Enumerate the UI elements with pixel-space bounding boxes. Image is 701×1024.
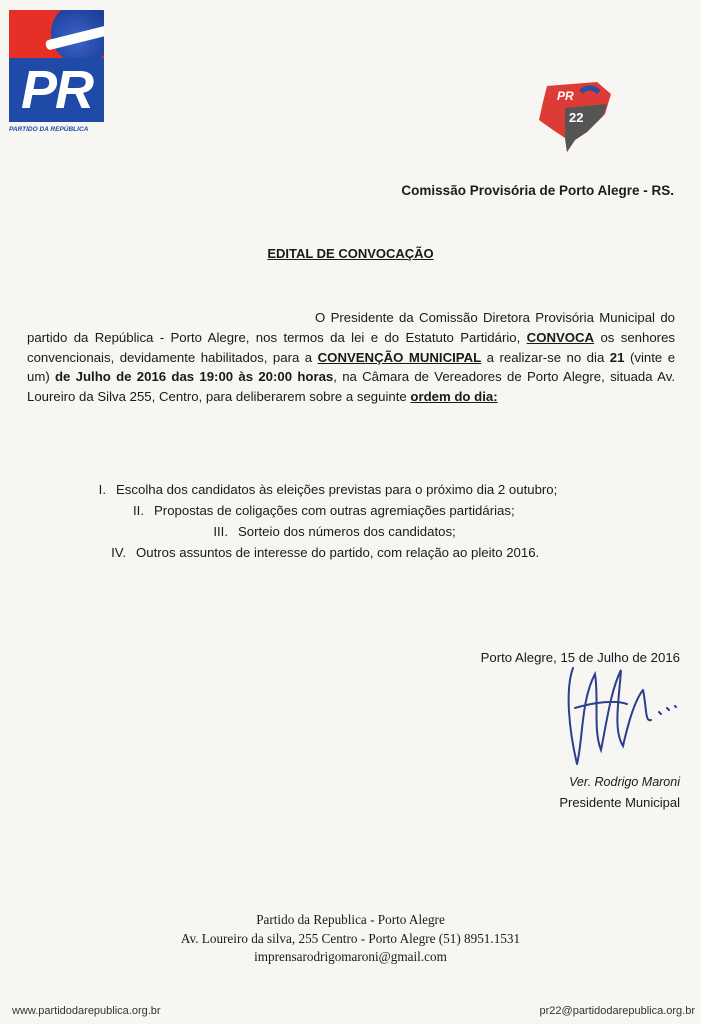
agenda-item <box>100 545 539 560</box>
agenda-item <box>124 503 515 518</box>
signature-image <box>555 660 685 780</box>
footer-address: Av. Loureiro da silva, 255 Centro - Porto Alegre (51) 8951.1531 <box>180 931 521 946</box>
body-text-1: O Presidente da Comissão Diretora Provisória Municipal do partido da República - Porto Alegre, nos termos da lei e do Estatuto Partidário, <box>27 310 675 345</box>
signer-role: Presidente Municipal <box>559 795 680 810</box>
agenda-item <box>88 482 557 497</box>
rs-map-logo <box>535 80 615 152</box>
logo-letters: PR <box>9 58 104 122</box>
convention-word: CONVENÇÃO MUNICIPAL <box>317 349 482 365</box>
agenda-number: III. <box>213 524 228 539</box>
convoca-word: CONVOCA <box>526 329 595 345</box>
body-text-5: , na Câmara de Vereadores de Porto Alegre, situada Av. Loureiro da Silva 255, Centro, para deliberarem sobre a seguinte <box>27 369 675 405</box>
agenda-number: II. <box>133 503 144 518</box>
meeting-day: 21 <box>609 349 625 365</box>
meeting-time: de Julho de 2016 das 19:00 às 20:00 horas <box>55 369 334 385</box>
commission-heading: Comissão Provisória de Porto Alegre - RS. <box>401 183 674 198</box>
pr-party-logo <box>9 10 104 136</box>
footer-party-name: Partido da Republica - Porto Alegre <box>256 912 445 927</box>
body-paragraph <box>27 308 675 407</box>
signature-stroke <box>569 668 676 764</box>
agenda-text: Escolha dos candidatos às eleições previstas para o próximo dia 2 outubro; <box>116 482 558 497</box>
agenda-item <box>200 524 456 539</box>
agenda-text: Propostas de coligações com outras agremiações partidárias; <box>154 503 515 518</box>
logo-tagline: PARTIDO DA REPÚBLICA <box>9 126 89 133</box>
rs-badge-text: PR <box>557 89 574 103</box>
date-line: Porto Alegre, 15 de Julho de 2016 <box>480 650 680 665</box>
agenda-number: I. <box>98 482 106 497</box>
agenda-text: Outros assuntos de interesse do partido, com relação ao pleito 2016. <box>136 545 540 560</box>
footer-website: www.partidodarepublica.org.br <box>12 1005 161 1017</box>
signer-name: Ver. Rodrigo Maroni <box>569 775 680 789</box>
agenda-number: IV. <box>111 545 126 560</box>
body-text-4: (vinte e um) <box>27 349 676 385</box>
footer-contact-email: pr22@partidodarepublica.org.br <box>539 1005 695 1017</box>
rs-number-text: 22 <box>569 110 584 125</box>
body-text-2: os senhores convencionais, devidamente habilitados, para a <box>27 329 675 365</box>
agenda-heading: ordem do dia: <box>410 389 498 405</box>
logo-flag-band <box>9 10 104 58</box>
body-text-3: a realizar-se no dia <box>486 349 605 365</box>
footer-email: imprensarodrigomaroni@gmail.com <box>254 949 447 964</box>
agenda-text: Sorteio dos números dos candidatos; <box>238 524 456 539</box>
document-title: EDITAL DE CONVOCAÇÃO <box>267 246 434 261</box>
